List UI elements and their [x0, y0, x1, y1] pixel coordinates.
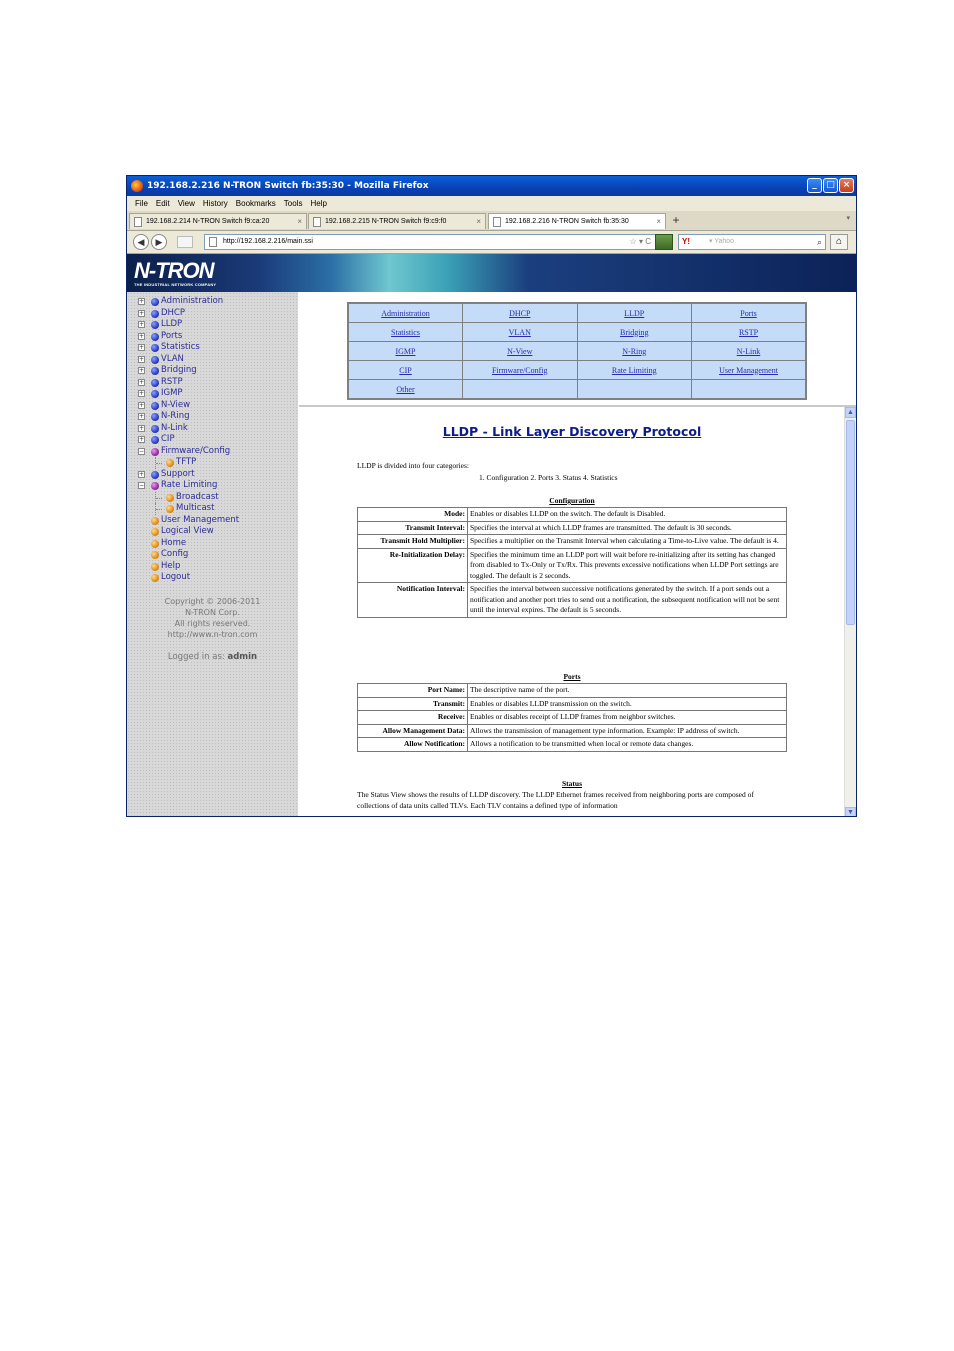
tab-close-icon[interactable]: ×	[656, 217, 661, 226]
menu-bookmarks[interactable]: Bookmarks	[235, 199, 276, 208]
header-banner	[127, 254, 856, 292]
copyright-company: N-TRON Corp.	[185, 608, 240, 617]
page-icon	[493, 217, 501, 227]
sidebar-item[interactable]	[127, 480, 298, 492]
sidebar-item[interactable]	[127, 469, 298, 481]
folder-bullet-icon	[151, 413, 159, 421]
tree-line	[156, 509, 162, 511]
ntron-logo	[134, 259, 236, 287]
menu-file[interactable]: File	[135, 199, 148, 208]
tab-close-icon[interactable]: ×	[297, 217, 302, 226]
table-row	[358, 548, 787, 583]
sidebar-item[interactable]	[127, 457, 298, 469]
expand-icon[interactable]: +	[139, 401, 145, 409]
page-icon	[209, 237, 217, 247]
copyright-url: http://www.n-tron.com	[167, 630, 258, 639]
intro-text: LLDP is divided into four categories:	[357, 461, 469, 470]
nav-link-table	[347, 302, 807, 400]
sidebar-item-label: Support	[161, 468, 195, 479]
folder-bullet-icon	[151, 344, 159, 352]
folder-bullet-icon	[151, 402, 159, 410]
page-icon	[134, 217, 142, 227]
folder-bullet-icon	[151, 448, 159, 456]
expand-icon[interactable]: +	[139, 436, 145, 443]
nav-link[interactable]: Firmware/Config	[463, 361, 578, 380]
sidebar	[127, 292, 298, 817]
field-description: Allows the transmission of management type information. Example: IP address of switch.	[468, 724, 787, 738]
forward-button[interactable]: ▶	[151, 234, 167, 250]
field-name: Notification Interval:	[358, 583, 468, 618]
page-bullet-icon	[166, 505, 174, 513]
logged-in-label: Logged in as:	[167, 652, 225, 662]
firefox-icon	[131, 180, 143, 192]
bookmark-icon[interactable]	[655, 234, 673, 250]
field-name: Allow Management Data:	[358, 724, 468, 738]
tree-line	[156, 498, 162, 500]
nav-link[interactable]: VLAN	[463, 323, 578, 342]
table-row	[358, 535, 787, 549]
page-bullet-icon	[151, 517, 159, 525]
field-name: Allow Notification:	[358, 738, 468, 752]
menu-edit[interactable]: Edit	[155, 199, 170, 208]
folder-bullet-icon	[151, 310, 159, 318]
navigation-toolbar	[127, 231, 856, 254]
field-name: Transmit Interval:	[358, 521, 468, 535]
folder-bullet-icon	[151, 471, 159, 479]
sidebar-item[interactable]	[127, 526, 298, 538]
folder-bullet-icon	[151, 390, 159, 398]
expand-icon[interactable]: +	[139, 390, 145, 397]
page-bullet-icon	[151, 574, 159, 582]
expand-icon[interactable]: +	[139, 378, 145, 386]
nav-link-row	[348, 380, 806, 400]
folder-bullet-icon	[151, 298, 159, 306]
page-bullet-icon	[166, 494, 174, 502]
page-bullet-icon	[151, 528, 159, 536]
logged-in-user: admin	[227, 652, 258, 662]
sidebar-item-label: Broadcast	[176, 491, 219, 502]
sidebar-item[interactable]	[127, 411, 298, 423]
scroll-up-button[interactable]: ▲	[845, 407, 856, 418]
nav-link[interactable]: Rate Limiting	[577, 361, 692, 380]
folder-bullet-icon	[151, 482, 159, 490]
nav-link[interactable]: RSTP	[692, 323, 807, 342]
tree-line	[156, 463, 162, 465]
tab-215[interactable]	[308, 213, 486, 229]
sidebar-item-label: Home	[161, 537, 187, 548]
folder-bullet-icon	[151, 321, 159, 329]
nav-link-row	[348, 361, 806, 380]
nav-link[interactable]: User Management	[692, 361, 807, 380]
nav-link[interactable]: Other	[348, 380, 463, 400]
nav-link-row	[348, 303, 806, 323]
sidebar-item-label: DHCP	[161, 307, 185, 318]
nav-frame	[299, 292, 856, 407]
browser-window	[126, 175, 857, 817]
nav-link[interactable]: Statistics	[348, 323, 463, 342]
field-description: Allows a notification to be transmitted when local or remote data changes.	[468, 738, 787, 752]
expand-icon[interactable]: +	[139, 309, 145, 317]
sidebar-item-label: VLAN	[161, 353, 184, 364]
tab-216[interactable]	[488, 213, 666, 229]
table-row	[358, 724, 787, 738]
search-icon[interactable]: ⌕	[816, 237, 822, 247]
sidebar-item[interactable]	[127, 549, 298, 561]
sidebar-item[interactable]	[127, 388, 298, 400]
nav-link[interactable]: Administration	[348, 303, 463, 323]
sidebar-item[interactable]	[127, 434, 298, 446]
tab-label: 192.168.2.215 N-TRON Switch f9:c9:f0	[325, 218, 447, 225]
page-bullet-icon	[151, 563, 159, 571]
sidebar-item[interactable]	[127, 377, 298, 389]
field-name: Mode:	[358, 508, 468, 522]
menu-view[interactable]: View	[177, 199, 195, 208]
window-title: 192.168.2.216 N-TRON Switch fb:35:30 - Mozilla Firefox	[147, 181, 429, 191]
address-bar[interactable]	[204, 234, 656, 250]
sidebar-item[interactable]	[127, 331, 298, 343]
sidebar-item[interactable]	[127, 365, 298, 377]
folder-bullet-icon	[151, 425, 159, 433]
field-description: Specifies the interval between successive notifications generated by the switch. If a port sends out a notification and another port tries to send out a notification, the subsequent notification will not be sent until the interval expires. The default is 5 seconds.	[468, 583, 787, 618]
scroll-down-button[interactable]: ▼	[845, 807, 856, 817]
search-input[interactable]	[678, 234, 826, 250]
sidebar-item[interactable]	[127, 572, 298, 584]
sidebar-item[interactable]	[127, 308, 298, 320]
maximize-button[interactable]: □	[823, 178, 838, 193]
field-name: Port Name:	[358, 684, 468, 698]
sidebar-item-label: CIP	[161, 434, 175, 444]
sidebar-item[interactable]	[127, 446, 298, 458]
sidebar-item[interactable]	[127, 354, 298, 366]
field-description: The descriptive name of the port.	[468, 684, 787, 698]
menu-tools[interactable]: Tools	[283, 199, 303, 208]
tab-214[interactable]	[129, 213, 307, 229]
scroll-thumb[interactable]	[846, 420, 855, 625]
expand-icon[interactable]: +	[139, 332, 145, 340]
sidebar-item-label: IGMP	[161, 388, 183, 398]
tab-label: 192.168.2.214 N-TRON Switch f9:ca:20	[146, 218, 270, 225]
folder-bullet-icon	[151, 436, 159, 444]
sidebar-item-label: N-View	[161, 399, 191, 410]
nav-link[interactable]: N-Ring	[577, 342, 692, 361]
nav-link-empty	[692, 380, 807, 400]
categories-text: 1. Configuration 2. Ports 3. Status 4. Statistics	[479, 473, 618, 482]
folder-bullet-icon	[151, 379, 159, 387]
configuration-table	[357, 507, 787, 618]
nav-link[interactable]: CIP	[348, 361, 463, 380]
minimize-button[interactable]: _	[807, 178, 822, 193]
nav-link-empty	[463, 380, 578, 400]
nav-link[interactable]: Ports	[692, 303, 807, 323]
main-area	[299, 292, 856, 817]
signal-icon	[177, 236, 193, 248]
close-button[interactable]: ×	[839, 178, 854, 193]
table-row	[358, 508, 787, 522]
nav-link[interactable]: N-Link	[692, 342, 807, 361]
sidebar-item-label: Logical View	[161, 526, 214, 536]
field-name: Transmit Hold Multiplier:	[358, 535, 468, 549]
field-description: Specifies the interval at which LLDP frames are transmitted. The default is 30 seconds.	[468, 521, 787, 535]
logged-in-status	[127, 652, 298, 662]
nav-link[interactable]: Bridging	[577, 323, 692, 342]
menu-bar	[127, 196, 856, 211]
nav-link-row	[348, 342, 806, 361]
table-row	[358, 583, 787, 618]
sidebar-item[interactable]	[127, 319, 298, 331]
folder-bullet-icon	[151, 356, 159, 364]
sidebar-item-label: User Management	[161, 514, 240, 525]
tab-close-icon[interactable]: ×	[476, 217, 481, 226]
sidebar-item-label: Bridging	[161, 365, 197, 375]
table-row	[358, 521, 787, 535]
field-name: Receive:	[358, 711, 468, 725]
sidebar-item-label: Ports	[161, 330, 183, 341]
field-description: Enables or disables LLDP on the switch. The default is Disabled.	[468, 508, 787, 522]
nav-link[interactable]: IGMP	[348, 342, 463, 361]
sidebar-item-label: Multicast	[176, 503, 215, 513]
nav-link-empty	[577, 380, 692, 400]
menu-tree	[127, 296, 298, 584]
page-bullet-icon	[151, 551, 159, 559]
expand-icon[interactable]: +	[139, 367, 145, 374]
sidebar-item[interactable]	[127, 515, 298, 527]
collapse-icon[interactable]: −	[139, 447, 145, 455]
table-row	[358, 711, 787, 725]
new-tab-button[interactable]: +	[672, 213, 680, 227]
sidebar-item[interactable]	[127, 561, 298, 573]
page-content	[127, 254, 856, 817]
sidebar-item[interactable]	[127, 538, 298, 550]
sidebar-item[interactable]	[127, 503, 298, 515]
sidebar-item-label: Help	[161, 560, 181, 571]
field-description: Specifies a multiplier on the Transmit Interval when calculating a Time-to-Live value. The default is 4.	[468, 535, 787, 549]
page-icon	[313, 217, 321, 227]
vertical-scrollbar[interactable]	[844, 407, 856, 817]
folder-bullet-icon	[151, 367, 159, 375]
nav-link[interactable]: LLDP	[577, 303, 692, 323]
field-description: Enables or disables LLDP transmission on the switch.	[468, 697, 787, 711]
field-name: Re-Initialization Delay:	[358, 548, 468, 583]
expand-icon[interactable]: +	[139, 470, 145, 478]
field-description: Enables or disables receipt of LLDP frames from neighbor switches.	[468, 711, 787, 725]
nav-link[interactable]: N-View	[463, 342, 578, 361]
copyright-line: Copyright © 2006-2011	[164, 597, 261, 606]
yahoo-icon: Y!	[682, 237, 690, 246]
tab-strip	[127, 211, 856, 231]
sidebar-item[interactable]	[127, 492, 298, 504]
field-description: Specifies the minimum time an LLDP port will wait before re-initializing after its setting has changed from disabled to Tx-Only or Tx/Rx. This prevents excessive notifications when LLDP Port settings are toggled. The default is 2 seconds.	[468, 548, 787, 583]
sidebar-item-label: Administration	[161, 296, 224, 306]
sidebar-item[interactable]	[127, 296, 298, 308]
page-title	[357, 424, 787, 439]
sidebar-item-label: Firmware/Config	[161, 445, 231, 456]
home-icon[interactable]: ⌂	[830, 234, 848, 250]
sidebar-item-label: Rate Limiting	[161, 480, 218, 490]
title-bar	[127, 176, 856, 196]
expand-icon[interactable]: +	[139, 424, 145, 432]
tab-label: 192.168.2.216 N-TRON Switch fb:35:30	[505, 218, 629, 225]
help-frame	[299, 407, 856, 817]
sidebar-item[interactable]	[127, 423, 298, 435]
logo-tagline: THE INDUSTRIAL NETWORK COMPANY	[134, 282, 217, 287]
ports-table	[357, 683, 787, 752]
tab-list-icon[interactable]: ▾	[846, 215, 850, 222]
logo-name: N-TRON	[134, 258, 214, 283]
expand-icon[interactable]: +	[139, 344, 145, 351]
sidebar-item-label: Logout	[161, 572, 191, 582]
status-heading: Status	[561, 779, 582, 788]
page-title-text: LLDP - Link Layer Discovery Protocol	[442, 424, 702, 439]
configuration-heading: Configuration	[549, 496, 595, 505]
search-placeholder: ▾ Yahoo	[709, 238, 735, 245]
expand-icon[interactable]: +	[139, 321, 145, 328]
folder-bullet-icon	[151, 333, 159, 341]
expand-icon[interactable]: +	[139, 298, 145, 305]
nav-link-row	[348, 323, 806, 342]
sidebar-item-label: Config	[161, 549, 189, 559]
sidebar-item[interactable]	[127, 342, 298, 354]
sidebar-item[interactable]	[127, 400, 298, 412]
collapse-icon[interactable]: −	[139, 482, 145, 489]
table-row	[358, 738, 787, 752]
expand-icon[interactable]: +	[139, 355, 145, 363]
back-button[interactable]: ◀	[133, 234, 149, 250]
sidebar-item-label: N-Ring	[161, 411, 190, 421]
url-actions[interactable]: ☆ ▾ C	[629, 237, 651, 246]
menu-history[interactable]: History	[202, 199, 228, 208]
sidebar-item-label: TFTP	[176, 457, 197, 467]
expand-icon[interactable]: +	[139, 413, 145, 420]
copyright-rights: All rights reserved.	[174, 619, 251, 628]
nav-link[interactable]: DHCP	[463, 303, 578, 323]
table-row	[358, 697, 787, 711]
copyright-block	[127, 596, 298, 640]
menu-help[interactable]: Help	[310, 199, 327, 208]
page-bullet-icon	[151, 540, 159, 548]
sidebar-item-label: N-Link	[161, 422, 188, 433]
sidebar-item-label: LLDP	[161, 319, 183, 329]
sidebar-item-label: RSTP	[161, 376, 183, 387]
page-bullet-icon	[166, 459, 174, 467]
ports-heading: Ports	[563, 672, 581, 681]
sidebar-item-label: Statistics	[161, 342, 200, 352]
status-text: The Status View shows the results of LLDP discovery. The LLDP Ethernet frames received from neighboring ports are composed of collections of data units called TLVs. Each TLV contains a defined type of information	[357, 790, 754, 810]
table-row	[358, 684, 787, 698]
field-name: Transmit:	[358, 697, 468, 711]
url-text: http://192.168.2.216/main.ssi	[223, 238, 313, 245]
